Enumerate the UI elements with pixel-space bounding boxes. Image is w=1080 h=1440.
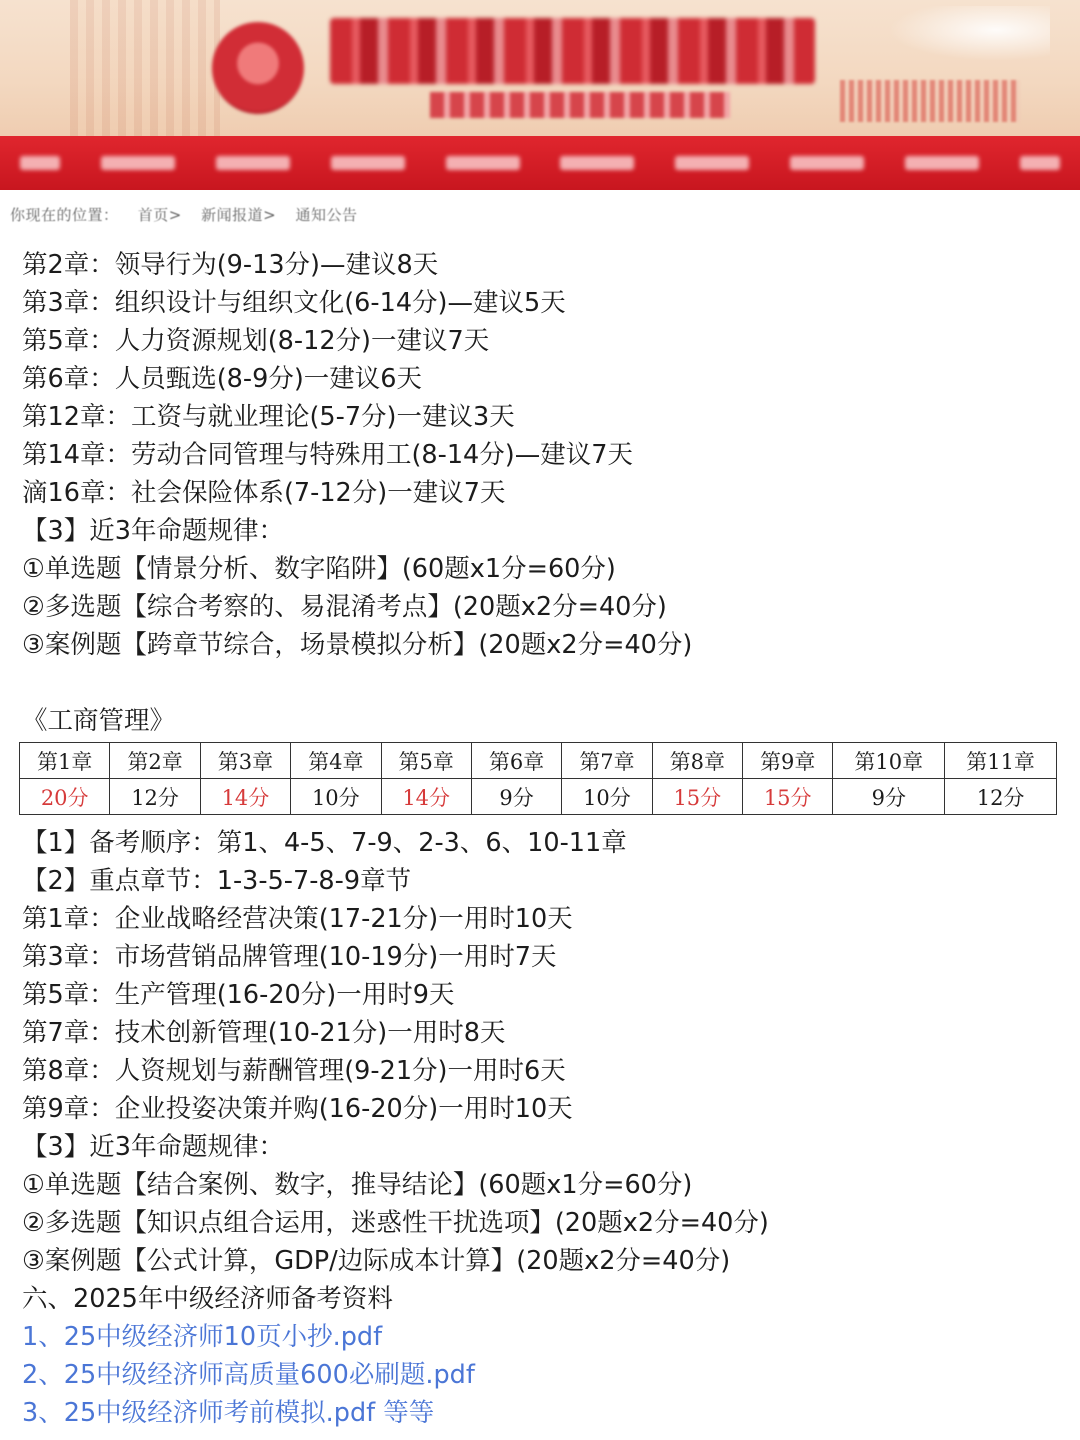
table-cell: 9分: [471, 779, 561, 815]
table-cell: 第11章: [945, 743, 1057, 779]
breadcrumb-news[interactable]: 新闻报道>: [201, 206, 277, 224]
table-cell-highlight: 15分: [652, 779, 742, 815]
hr-rule-line: ②多选题【综合考察的、易混淆考点】(20题x2分=40分): [22, 592, 667, 622]
breadcrumb-home[interactable]: 首页>: [137, 206, 182, 224]
biz-study-order: 【1】备考顺序：第1、4-5、7-9、2-3、6、10-11章: [22, 828, 627, 858]
nav-item-1[interactable]: [20, 156, 60, 170]
decorative-sky: [870, 6, 1050, 66]
nav-item-6[interactable]: [560, 156, 634, 170]
nav-item-5[interactable]: [446, 156, 520, 170]
hr-chapter-line: 第12章：工资与就业理论(5-7分)一建议3天: [22, 402, 515, 432]
hr-chapter-line: 滴16章：社会保险体系(7-12分)一建议7天: [22, 478, 506, 508]
nav-item-7[interactable]: [675, 156, 749, 170]
hr-chapter-line: 第6章：人员甄选(8-9分)一建议6天: [22, 364, 422, 394]
nav-item-10[interactable]: [1020, 156, 1060, 170]
table-cell: 第10章: [833, 743, 945, 779]
table-cell-highlight: 20分: [20, 779, 110, 815]
hr-rule-line: ①单选题【情景分析、数字陷阱】(60题x1分=60分): [22, 554, 616, 584]
great-wall-graphic: [70, 0, 220, 136]
site-banner: [0, 0, 1080, 136]
table-cell: 第8章: [652, 743, 742, 779]
table-cell: 第2章: [110, 743, 200, 779]
biz-chapter-line: 第9章：企业投姿决策并购(16-20分)一用时10天: [22, 1094, 573, 1124]
breadcrumb-notices[interactable]: 通知公告: [295, 206, 358, 224]
biz-chapter-line: 第3章：市场营销品牌管理(10-19分)一用时7天: [22, 942, 557, 972]
table-cell-highlight: 14分: [200, 779, 290, 815]
breadcrumb-label: 你现在的位置：: [10, 206, 119, 224]
nav-item-8[interactable]: [790, 156, 864, 170]
table-cell: 第1章: [20, 743, 110, 779]
breadcrumb: [10, 204, 372, 225]
decorative-crowd: [840, 80, 1020, 122]
chapter-score-table: [19, 742, 1057, 815]
material-link[interactable]: 2、25中级经济师高质量600必刷题.pdf: [22, 1360, 475, 1390]
nav-item-3[interactable]: [216, 156, 290, 170]
table-header-row: [20, 743, 1057, 779]
table-cell: 12分: [110, 779, 200, 815]
biz-rule-title: 【3】近3年命题规律：: [22, 1132, 284, 1162]
table-cell-highlight: 14分: [381, 779, 471, 815]
table-cell: 第6章: [471, 743, 561, 779]
materials-title: 六、2025年中级经济师备考资料: [22, 1284, 393, 1314]
site-title-blurred: [330, 18, 815, 84]
biz-section-title: 《工商管理》: [22, 706, 176, 736]
table-cell: 10分: [562, 779, 652, 815]
nav-item-2[interactable]: [101, 156, 175, 170]
table-cell: 第7章: [562, 743, 652, 779]
hr-chapter-line: 第2章：领导行为(9-13分)—建议8天: [22, 250, 439, 280]
biz-rule-line: ③案例题【公式计算，GDP/边际成本计算】(20题x2分=40分): [22, 1246, 731, 1276]
table-score-row: [20, 779, 1057, 815]
table-cell: 10分: [291, 779, 381, 815]
material-link[interactable]: 1、25中级经济师10页小抄.pdf: [22, 1322, 383, 1352]
table-cell: 第4章: [291, 743, 381, 779]
table-cell: 9分: [833, 779, 945, 815]
emblem-logo: [212, 22, 304, 114]
table-cell: 第3章: [200, 743, 290, 779]
table-cell: 第9章: [743, 743, 833, 779]
hr-chapter-line: 第3章：组织设计与组织文化(6-14分)—建议5天: [22, 288, 566, 318]
biz-chapter-line: 第5章：生产管理(16-20分)一用时9天: [22, 980, 455, 1010]
biz-chapter-line: 第8章：人资规划与薪酬管理(9-21分)一用时6天: [22, 1056, 566, 1086]
nav-item-9[interactable]: [905, 156, 979, 170]
biz-key-chapters: 【2】重点章节：1-3-5-7-8-9章节: [22, 866, 412, 896]
biz-rule-line: ②多选题【知识点组合运用，迷惑性干扰选项】(20题x2分=40分): [22, 1208, 769, 1238]
site-url-blurred: [430, 92, 730, 118]
table-cell-highlight: 15分: [743, 779, 833, 815]
biz-chapter-line: 第1章：企业战略经营决策(17-21分)一用时10天: [22, 904, 573, 934]
nav-item-4[interactable]: [331, 156, 405, 170]
hr-rule-title: 【3】近3年命题规律：: [22, 516, 284, 546]
hr-chapter-line: 第14章：劳动合同管理与特殊用工(8-14分)—建议7天: [22, 440, 633, 470]
main-nav: [0, 136, 1080, 190]
hr-rule-line: ③案例题【跨章节综合，场景模拟分析】(20题x2分=40分): [22, 630, 693, 660]
table-cell: 12分: [945, 779, 1057, 815]
biz-rule-line: ①单选题【结合案例、数字，推导结论】(60题x1分=60分): [22, 1170, 693, 1200]
hr-chapter-line: 第5章：人力资源规划(8-12分)一建议7天: [22, 326, 490, 356]
material-link[interactable]: 3、25中级经济师考前模拟.pdf 等等: [22, 1398, 435, 1428]
biz-chapter-line: 第7章：技术创新管理(10-21分)一用时8天: [22, 1018, 506, 1048]
table-cell: 第5章: [381, 743, 471, 779]
